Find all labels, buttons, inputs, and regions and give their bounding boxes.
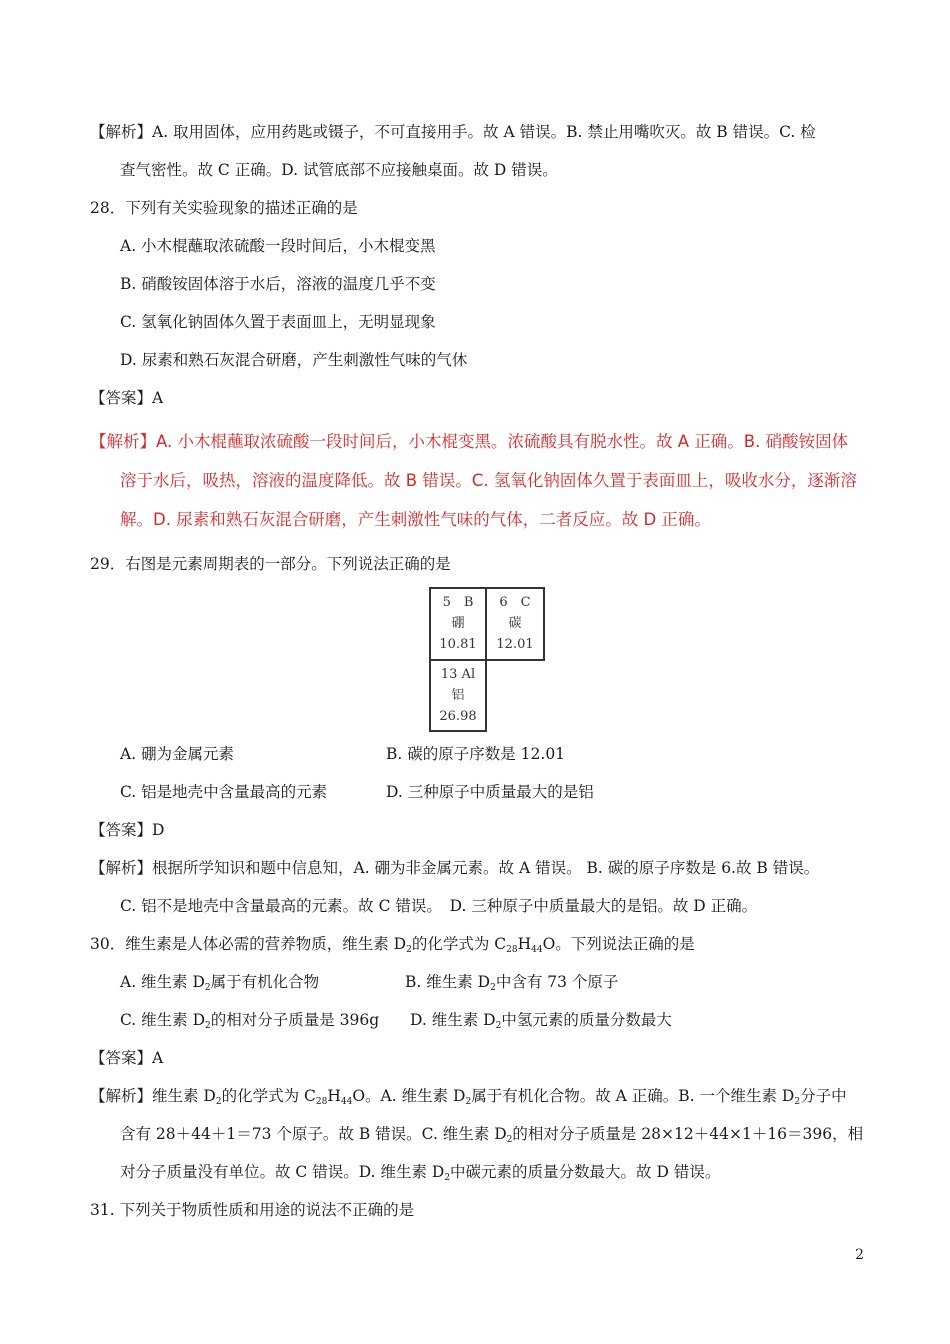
option-d: D. 三种原子中质量最大的是铝 [386, 783, 594, 801]
q27-explanation-line: 查气密性。故 C 正确。D. 试管底部不应接触桌面。故 D 错误。 [120, 161, 558, 179]
element-mass: 10.81 [439, 637, 477, 652]
question-stem: 28．下列有关实验现象的描述正确的是 [90, 199, 358, 217]
option-b: B. 硝酸铵固体溶于水后，溶液的温度几乎不变 [120, 275, 436, 293]
explanation-line: 【解析】维生素 $D_2$的化学式为 $C_{28}H_{44}O$。A. 维生素 $D_2$属于有机化合物。故 A 正确。B. 一个维生素 $D_2$分子中 [90, 1087, 847, 1107]
element-header: 13 Al [440, 667, 476, 682]
periodic-table-excerpt [429, 587, 545, 732]
explanation-line: 【解析】根据所学知识和题中信息知，A. 硼为非金属元素。故 A 错误。 B. 碳的原子序数是 6.故 B 错误。 [90, 859, 820, 877]
element-name: 碳 [508, 616, 522, 631]
option-a: A. 维生素 $D_2$属于有机化合物 [120, 973, 320, 993]
explanation-line-red: 溶于水后，吸热，溶液的温度降低。故 B 错误。C. 氢氧化钠固体久置于表面皿上，吸收水分，逐渐溶 [120, 471, 857, 490]
question-stem: 29．右图是元素周期表的一部分。下列说法正确的是 [90, 555, 451, 573]
option-b: B. 碳的原子序数是 12.01 [386, 745, 566, 763]
option-a: A. 硼为金属元素 [120, 745, 235, 763]
element-name: 硼 [451, 616, 465, 631]
explanation-line-red: 解。D. 尿素和熟石灰混合研磨，产生刺激性气味的气体，二者反应。故 D 正确。 [120, 510, 711, 529]
element-header: 5 B [442, 595, 474, 610]
explanation-line-red: 【解析】A. 小木棍蘸取浓硫酸一段时间后，小木棍变黑。浓硫酸具有脱水性。故 A 正确。B. 硝酸铵固体 [90, 432, 849, 451]
element-header: 6 C [499, 595, 531, 610]
q27-explanation-line: 【解析】A. 取用固体，应用药匙或镊子，不可直接用手。故 A 错误。B. 禁止用嘴吹灭。故 B 错误。C. 检 [90, 123, 816, 141]
question-stem: 30．维生素是人体必需的营养物质，维生素 $D_2$的化学式为 $C_{28}H_{44}O$。下列说法正确的是 [90, 935, 695, 955]
question-stem: 31. 下列关于物质性质和用途的说法不正确的是 [90, 1201, 415, 1219]
answer: 【答案】D [90, 821, 165, 839]
answer: 【答案】A [90, 1049, 164, 1067]
explanation-line: C. 铝不是地壳中含量最高的元素。故 C 错误。 D. 三种原子中质量最大的是铝。故 D 正确。 [120, 897, 758, 915]
element-mass: 12.01 [496, 637, 534, 652]
answer: 【答案】A [90, 389, 164, 407]
element-cell-aluminum [429, 659, 487, 732]
option-c: C. 氢氧化钠固体久置于表面皿上，无明显现象 [120, 313, 436, 331]
page-number: 2 [855, 1247, 864, 1263]
element-name: 铝 [451, 688, 465, 703]
element-mass: 26.98 [439, 709, 477, 724]
option-a: A. 小木棍蘸取浓硫酸一段时间后，小木棍变黑 [120, 237, 436, 255]
option-c: C. 铝是地壳中含量最高的元素 [120, 783, 328, 801]
explanation-line: 含有 28＋44＋1＝73 个原子。故 B 错误。C. 维生素 $D_2$的相对分子质量是 28×12＋44×1＋16＝396，相 [120, 1125, 864, 1145]
element-cell-boron [429, 587, 487, 661]
option-b: B. 维生素 $D_2$中含有 73 个原子 [405, 973, 619, 993]
element-cell-carbon [485, 587, 545, 661]
explanation-line: 对分子质量没有单位。故 C 错误。D. 维生素 $D_2$中碳元素的质量分数最大。故 D 错误。 [120, 1163, 721, 1183]
option-d: D. 尿素和熟石灰混合研磨，产生刺激性气味的气休 [120, 351, 468, 369]
option-c: C. 维生素 $D_2$的相对分子质量是 396g [120, 1011, 380, 1031]
option-d: D. 维生素 $D_2$中氢元素的质量分数最大 [410, 1011, 672, 1031]
